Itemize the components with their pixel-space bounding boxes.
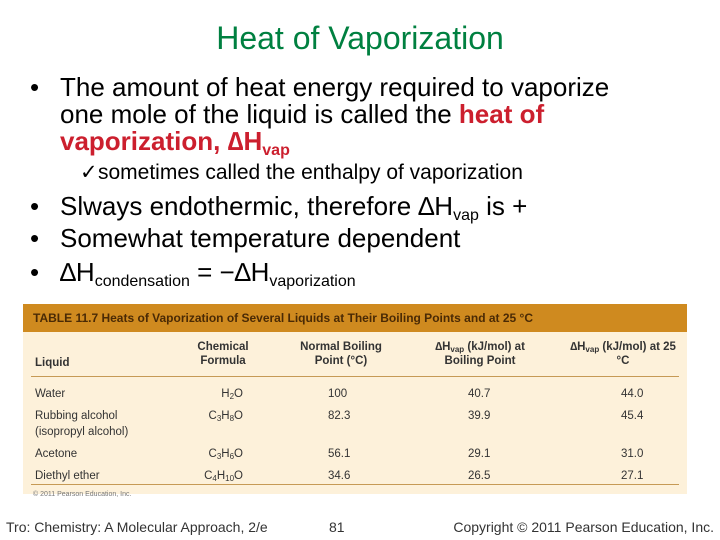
table-header-bar bbox=[23, 304, 687, 332]
cell-dh-25c: 27.1 bbox=[621, 470, 644, 482]
bullet3-text: Somewhat temperature dependent bbox=[60, 223, 461, 253]
bullet-marker: • bbox=[30, 191, 40, 221]
cell-dh-boiling-point: 26.5 bbox=[468, 470, 491, 482]
footer-copyright: Copyright © 2011 Pearson Education, Inc. bbox=[453, 519, 714, 535]
col-header-formula: Chemical Formula bbox=[197, 341, 249, 367]
col-header-boiling-point: Normal Boiling Point (°C) bbox=[300, 341, 382, 367]
bullet-marker: • bbox=[30, 257, 40, 287]
cell-formula: $C_3H_6O$ bbox=[208, 448, 243, 461]
slide-title: Heat of Vaporization bbox=[216, 20, 504, 56]
term-highlight: heat of bbox=[458, 99, 545, 129]
col-header-dh-bp: $\Delta H_{vap}$ (kJ/mol) at Boiling Point bbox=[435, 341, 525, 367]
checkmark-icon: ✓ bbox=[80, 161, 98, 184]
table-divider bbox=[31, 376, 679, 377]
table-copyright: © 2011 Pearson Education, Inc. bbox=[33, 491, 132, 498]
bullet1-line1: The amount of heat energy required to vaporize bbox=[60, 72, 610, 102]
col-header-liquid: Liquid bbox=[35, 357, 70, 369]
cell-liquid: Acetone bbox=[35, 448, 78, 460]
cell-liquid: Rubbing alcohol bbox=[35, 410, 118, 422]
cell-formula: $C_4H_{10}O$ bbox=[204, 470, 243, 483]
cell-boiling-point: 82.3 bbox=[328, 410, 351, 422]
bullet1-line3: vaporization, $\Delta H_{vap}$ bbox=[60, 126, 290, 159]
bullet2-text: Slways endothermic, therefore $\Delta H_{vap}$ is + bbox=[60, 191, 528, 224]
bullet4-text: $\Delta H_{condensation} = -\Delta H_{vaporization}$ bbox=[60, 257, 356, 290]
cell-liquid-note: (isopropyl alcohol) bbox=[35, 426, 129, 438]
table-title: TABLE 11.7 Heats of Vaporization of Several Liquids at Their Boiling Points and at 25 °C bbox=[33, 311, 534, 325]
cell-dh-boiling-point: 39.9 bbox=[468, 410, 491, 422]
cell-dh-25c: 31.0 bbox=[621, 448, 644, 460]
cell-boiling-point: 56.1 bbox=[328, 448, 351, 460]
bullet-marker: • bbox=[30, 223, 40, 253]
table-divider bbox=[31, 484, 679, 485]
cell-boiling-point: 100 bbox=[328, 388, 348, 400]
cell-formula: $H_2O$ bbox=[221, 388, 243, 401]
cell-dh-boiling-point: 29.1 bbox=[468, 448, 491, 460]
cell-dh-25c: 44.0 bbox=[621, 388, 644, 400]
bullet1-line2: one mole of the liquid is called the heat of bbox=[60, 99, 545, 129]
cell-boiling-point: 34.6 bbox=[328, 470, 351, 482]
sub-bullet: ✓sometimes called the enthalpy of vaporization bbox=[80, 161, 523, 184]
cell-dh-25c: 45.4 bbox=[621, 410, 644, 422]
cell-formula: $C_3H_8O$ bbox=[208, 410, 243, 423]
data-table bbox=[23, 304, 687, 498]
cell-dh-boiling-point: 40.7 bbox=[468, 388, 491, 400]
cell-liquid: Diethyl ether bbox=[35, 470, 100, 482]
page-number: 81 bbox=[329, 519, 345, 535]
footer-source: Tro: Chemistry: A Molecular Approach, 2/e bbox=[6, 519, 268, 535]
col-header-dh-25: $\Delta H_{vap}$ (kJ/mol) at 25 °C bbox=[570, 341, 676, 367]
bullet-marker: • bbox=[30, 72, 40, 102]
cell-liquid: Water bbox=[35, 388, 66, 400]
